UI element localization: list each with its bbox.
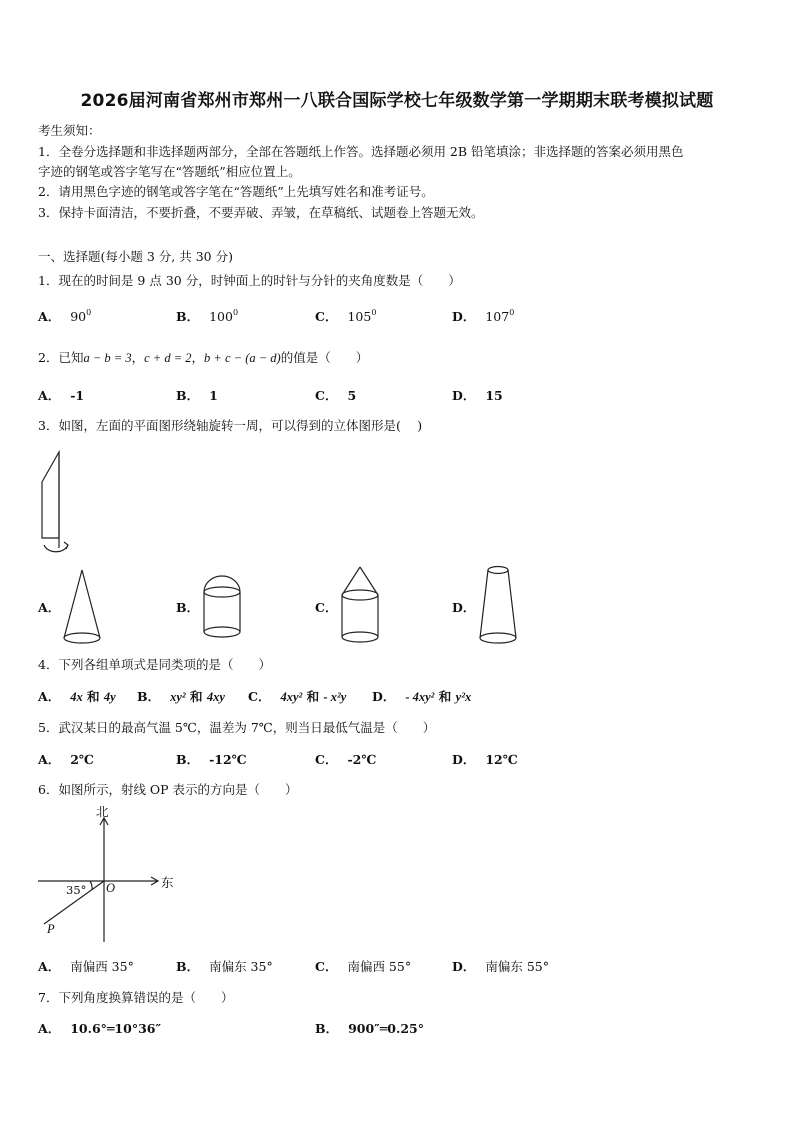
q6-origin-label: O [106, 881, 116, 895]
notice-item-1-cont: 字迹的钢笔或答字笔写在“答题纸”相应位置上。 [38, 164, 301, 179]
q4-option-d[interactable]: D． - 4xy² 和 y²x [372, 689, 472, 704]
q6-option-a[interactable]: A． 南偏西 35° [38, 959, 134, 974]
q3-option-d-label[interactable]: D． [452, 600, 476, 615]
q1-option-d[interactable]: D． $107^0$ [452, 308, 515, 324]
q2-stem: 2．已知a − b = 3，c + d = 2，b + c − (a − d)的值是（ ） [38, 350, 369, 365]
notice-item-1: 1．全卷分选择题和非选择题两部分，全部在答题纸上作答。选择题必须用 2B 铅笔填涂；非选择题的答案必须用黑色 [38, 144, 684, 159]
q1-stem: 1．现在的时间是 9 点 30 分，时钟面上的时针与分针的夹角度数是（ ） [38, 273, 461, 288]
q5-option-c[interactable]: C． -2℃ [315, 752, 377, 767]
q6-east-label: 东 [161, 875, 174, 890]
q3-stem: 3．如图，左面的平面图形绕轴旋转一周，可以得到的立体图形是( ) [38, 418, 423, 433]
q7-stem: 7．下列角度换算错误的是（ ） [38, 990, 234, 1005]
q6-angle-label: 35° [66, 883, 87, 897]
q2-option-c[interactable]: C． 5 [315, 388, 357, 403]
q6-north-label: 北 [96, 804, 109, 819]
notice-heading: 考生须知： [38, 123, 101, 138]
q3-option-c-label[interactable]: C． [315, 600, 338, 615]
q4-option-c[interactable]: C． 4xy² 和 - x²y [248, 689, 347, 704]
q6-option-c[interactable]: C． 南偏西 55° [315, 959, 412, 974]
q1-option-c[interactable]: C． $105^0$ [315, 308, 377, 324]
notice-item-2: 2．请用黑色字迹的钢笔或答字笔在“答题纸”上先填写姓名和准考证号。 [38, 184, 434, 199]
q7-option-a[interactable]: A． 10.6°═10°36″ [38, 1021, 162, 1036]
q5-option-d[interactable]: D． 12℃ [452, 752, 518, 767]
q4-stem: 4．下列各组单项式是同类项的是（ ） [38, 657, 271, 672]
q3-option-d-frustum[interactable] [476, 565, 520, 647]
notice-item-3: 3．保持卡面清洁，不要折叠，不要弄破、弄皱，在草稿纸、试题卷上答题无效。 [38, 205, 484, 220]
q5-stem: 5．武汉某日的最高气温 5℃，温差为 7℃，则当日最低气温是（ ） [38, 720, 436, 735]
q3-plane-figure [30, 448, 80, 558]
q2-option-d[interactable]: D． 15 [452, 388, 503, 403]
q3-option-b-cylinder-hemisphere[interactable] [200, 574, 244, 644]
q3-option-b-label[interactable]: B． [176, 600, 200, 615]
q3-option-a-label[interactable]: A． [38, 600, 61, 615]
section-heading: 一、选择题(每小题 3 分, 共 30 分) [38, 249, 233, 264]
q6-option-d[interactable]: D． 南偏东 55° [452, 959, 549, 974]
q3-option-c-cylinder-cone[interactable] [338, 565, 382, 645]
q2-option-a[interactable]: A． -1 [38, 388, 85, 403]
q2-option-b[interactable]: B． 1 [176, 388, 218, 403]
q5-option-b[interactable]: B． -12℃ [176, 752, 247, 767]
q6-stem: 6．如图所示，射线 OP 表示的方向是（ ） [38, 782, 298, 797]
q3-option-a-cone[interactable] [60, 568, 110, 648]
q1-option-b[interactable]: B． $100^0$ [176, 308, 239, 324]
q1-option-a[interactable]: A． $90^0$ [38, 308, 92, 324]
q7-option-b[interactable]: B． 900″═0.25° [315, 1021, 424, 1036]
q5-option-a[interactable]: A． 2℃ [38, 752, 94, 767]
q6-p-label: P [47, 922, 55, 936]
q4-option-b[interactable]: B． xy² 和 4xy [137, 689, 225, 704]
q4-option-a[interactable]: A． 4x 和 4y [38, 689, 116, 704]
page-title: 2026届河南省郑州市郑州一八联合国际学校七年级数学第一学期期末联考模拟试题 [80, 91, 714, 111]
q6-option-b[interactable]: B． 南偏东 35° [176, 959, 273, 974]
